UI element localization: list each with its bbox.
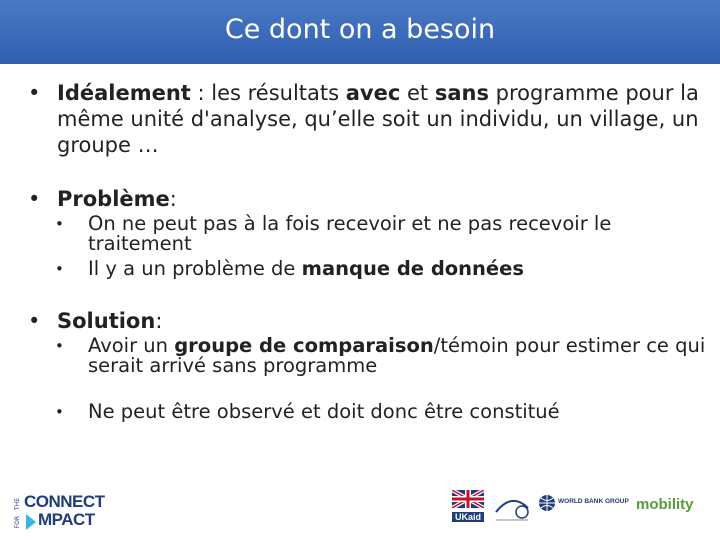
footer-logos [0,484,720,540]
bullet-probleme-head: Problème [57,187,170,211]
bullet-icon: • [28,309,41,333]
bullet-ideal [28,80,708,158]
3ie-icon [492,490,532,524]
sub-bullet [55,402,708,422]
text: et [400,81,435,105]
title-bar [0,0,720,64]
bullet-icon: • [55,260,64,278]
bullet-solution [28,308,708,334]
bullet-probleme [28,186,708,212]
text-bold: manque de données [301,257,524,280]
mobility-text: mobility [636,496,694,513]
ukaid-logo [452,490,484,524]
text: : les résultats [190,81,346,105]
sub-bullet [55,214,708,254]
bullet-icon: • [28,187,41,211]
bullet-solution-head: Solution [57,309,156,333]
world-bank-logo [538,490,630,524]
sub-bullet [55,336,708,376]
bullet-icon: • [55,337,64,355]
text-bold: groupe de comparaison [174,334,434,357]
slide-title: Ce dont on a besoin [224,14,496,45]
sub-bullet [55,259,708,279]
connect-for-impact-logo [14,490,134,534]
text: On ne peut pas à la fois recevoir et ne pas recevoir le traitement [88,212,612,255]
bullet-icon: • [28,81,41,105]
logo-text: CONNECT [24,492,105,511]
text: Ne peut être observé et doit donc être constitué [88,400,560,423]
world-bank-text: WORLD BANK GROUP [558,498,629,505]
3ie-logo [492,490,532,524]
bullet-icon: • [55,403,64,421]
text-bold: sans [434,81,489,105]
logo-text: FOR [14,516,21,529]
logo-text: MPACT [38,510,95,529]
ukaid-text: UKaid [452,512,484,522]
text: : [169,187,177,211]
union-jack-icon [452,490,484,508]
impact-i-mark [26,514,36,530]
text-bold: avec [345,81,401,105]
slide-content [28,80,708,422]
globe-icon [538,494,556,512]
text: programme pour la même unité d'analyse, qu’elle soit un individu, un village, un groupe … [57,81,699,157]
text: /témoin pour estimer ce qui serait arrivé sans programme [88,334,706,377]
text: : [155,309,163,333]
bullet-icon: • [55,215,64,233]
text: Avoir un [88,334,175,357]
logo-text: THE [14,498,21,510]
mobility-logo [636,490,706,524]
text: Il y a un problème de [88,257,302,280]
bullet-ideal-head: Idéalement [57,81,191,105]
